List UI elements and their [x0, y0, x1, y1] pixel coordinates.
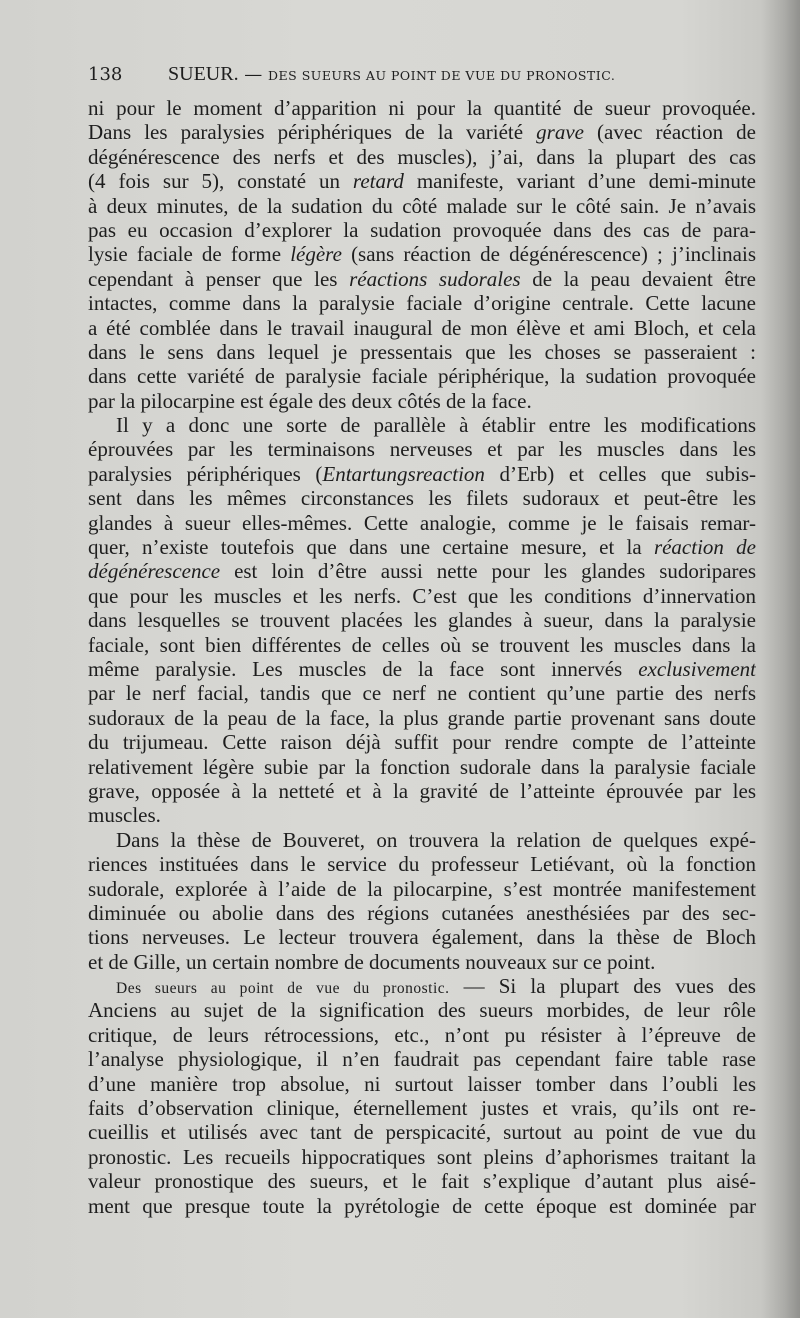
running-header: [88, 62, 760, 88]
text-line: [88, 730, 756, 754]
text-line: [88, 974, 756, 998]
text-line: [88, 1194, 756, 1218]
text-line: [88, 755, 756, 779]
text-line: [88, 511, 756, 535]
text-line: [88, 145, 756, 169]
italic-text: Entartungsreaction: [322, 461, 485, 486]
text-segment: manifeste, variant d’une demi-minute: [403, 169, 756, 194]
text-segment: d’une manière trop absolue, ni surtout laisser tomber dans l’oubli les: [88, 1071, 756, 1096]
text-line: [88, 559, 756, 583]
text-line: [88, 828, 756, 852]
text-segment: que pour les muscles et les nerfs. C’est que les conditions d’innervation: [88, 583, 756, 608]
text-segment: tions nerveuses. Le lecteur trouvera également, dans la thèse de Bloch: [88, 925, 756, 950]
text-segment: est loin d’être aussi nette pour les glandes sudoripares: [220, 559, 756, 584]
text-line: [88, 1096, 756, 1120]
text-segment: (sans réaction de dégénérescence) ; j’inclinais: [341, 242, 756, 267]
text-segment: grave, opposée à la netteté et à la gravité de l’atteinte éprouvée par les: [88, 778, 756, 803]
text-line: [88, 267, 756, 291]
page-gutter-shadow: [762, 0, 800, 1318]
page-number: 138: [88, 64, 123, 85]
text-segment: cueillis et utilisés avec tant de perspicacité, surtout au point de vue du: [88, 1120, 756, 1145]
text-line: [88, 1072, 756, 1096]
section-title: DES SUEURS AU POINT DE VUE DU PRONOSTIC.: [268, 68, 616, 83]
text-segment: Dans les paralysies périphériques de la variété: [88, 120, 537, 145]
text-line: [88, 852, 756, 876]
header-dash: —: [238, 64, 269, 85]
text-segment: ni pour le moment d’apparition ni pour la quantité de sueur provoquée.: [88, 96, 756, 120]
text-line: [88, 340, 756, 364]
text-segment: Dans la thèse de Bouveret, on trouvera la relation de quelques expé-: [116, 827, 756, 852]
text-line: [88, 218, 756, 242]
text-line: [88, 779, 756, 803]
text-line: [88, 389, 756, 413]
text-segment: diminuée ou abolie dans des régions cutanées anesthésiées par des sec-: [88, 900, 756, 925]
text-line: [88, 316, 756, 340]
text-segment: lysie faciale de forme: [88, 242, 291, 267]
text-segment: sent dans les mêmes circonstances les filets sudoraux et peut-être les: [88, 486, 756, 511]
text-line: [88, 1145, 756, 1169]
text-segment: critique, de leurs rétrocessions, etc., n’ont pu résister à l’épreuve de: [88, 1022, 756, 1047]
text-segment: du trijumeau. Cette raison déjà suffit pour rendre compte de l’atteinte: [88, 730, 756, 755]
italic-text: retard: [352, 169, 404, 194]
italic-text: réaction de: [653, 535, 756, 560]
text-segment: paralysies périphériques (: [88, 461, 323, 486]
text-segment: valeur pronostique des sueurs, et le fait s’explique d’autant plus aisé-: [88, 1169, 756, 1194]
text-segment: dans cette variété de paralysie faciale périphérique, la sudation provoquée: [88, 364, 756, 389]
italic-text: réactions sudorales: [349, 266, 521, 291]
text-line: [88, 608, 756, 632]
text-segment: l’analyse physiologique, il n’en faudrait pas cependant faire table rase: [88, 1047, 756, 1072]
text-line: [88, 925, 756, 949]
text-segment: faciale, sont bien différentes de celles où se trouvent les muscles dans la: [88, 632, 756, 657]
italic-text: légère: [290, 242, 342, 267]
text-segment: pronostic. Les recueils hippocratiques sont pleins d’aphorismes traitant la: [88, 1144, 756, 1169]
text-line: [88, 364, 756, 388]
text-line: [88, 584, 756, 608]
text-segment: dans lesquelles se trouvent placées les glandes à sueur, dans la paralysie: [88, 608, 756, 633]
text-line: [88, 803, 756, 827]
text-segment: d’Erb) et celles que subis-: [484, 461, 756, 486]
text-line: [88, 877, 756, 901]
text-segment: ment que presque toute la pyrétologie de cette époque est dominée par: [88, 1193, 756, 1218]
text-segment: glandes à sueur elles-mêmes. Cette analogie, comme je le faisais remar-: [88, 510, 756, 535]
text-segment: par le nerf facial, tandis que ce nerf ne contient qu’une partie des nerfs: [88, 681, 756, 706]
running-title: SUEUR.: [168, 63, 239, 85]
text-line: [88, 291, 756, 315]
text-segment: cependant à penser que les: [88, 266, 350, 291]
text-line: [88, 194, 756, 218]
text-line: [88, 633, 756, 657]
text-segment: Anciens au sujet de la signification des sueurs morbides, de leur rôle: [88, 998, 756, 1023]
text-segment: quer, n’existe toutefois que dans une certaine mesure, et la: [88, 535, 654, 560]
text-segment: sudoraux de la peau de la face, la plus grande partie provenant sans doute: [88, 705, 756, 730]
small-caps-heading: Des sueurs au point de vue du pronostic.: [116, 980, 450, 998]
text-segment: faits d’observation clinique, éternellement justes et vrais, qu’ils ont re-: [88, 1096, 756, 1121]
text-segment: (avec réaction de: [583, 120, 756, 145]
text-segment: dans le sens dans lequel je pressentais que les choses se passeraient :: [88, 339, 756, 364]
text-segment: muscles.: [88, 803, 161, 828]
text-line: [88, 462, 756, 486]
text-segment: sudorale, explorée à l’aide de la pilocarpine, s’est montrée manifestement: [88, 876, 756, 901]
text-line: [88, 706, 756, 730]
italic-text: dégénérescence: [88, 559, 221, 584]
text-segment: même paralysie. Les muscles de la face sont innervés: [88, 656, 639, 681]
text-line: [88, 950, 756, 974]
text-line: [88, 1023, 756, 1047]
text-line: [88, 535, 756, 559]
text-line: [88, 437, 756, 461]
text-line: [88, 901, 756, 925]
text-segment: a été comblée dans le travail inaugural de mon élève et ami Bloch, et cela: [88, 315, 756, 340]
text-segment: (4 fois sur 5), constaté un: [88, 169, 353, 194]
text-line: [88, 1169, 756, 1193]
text-segment: intactes, comme dans la paralysie faciale d’origine centrale. Cette lacune: [88, 291, 756, 316]
text-line: [88, 96, 756, 120]
text-segment: — Si la plupart des vues des: [449, 974, 756, 999]
text-segment: par la pilocarpine est égale des deux côtés de la face.: [88, 388, 532, 413]
text-line: [88, 486, 756, 510]
text-line: [88, 120, 756, 144]
text-segment: à deux minutes, de la sudation du côté malade sur le côté sain. Je n’avais: [88, 193, 756, 218]
body-text: [88, 96, 756, 1218]
text-segment: pas eu occasion d’explorer la sudation provoquée dans des cas de para-: [88, 217, 756, 242]
text-line: [88, 681, 756, 705]
italic-text: exclusivement: [638, 656, 756, 681]
text-line: [88, 169, 756, 193]
text-segment: riences instituées dans le service du professeur Letiévant, où la fonction: [88, 852, 756, 877]
text-line: [88, 998, 756, 1022]
text-line: [88, 242, 756, 266]
text-line: [88, 657, 756, 681]
text-segment: et de Gille, un certain nombre de documents nouveaux sur ce point.: [88, 949, 656, 974]
text-segment: dégénérescence des nerfs et des muscles), j’ai, dans la plupart des cas: [88, 144, 756, 169]
text-line: [88, 1120, 756, 1144]
text-segment: relativement légère subie par la fonction sudorale dans la paralysie faciale: [88, 754, 756, 779]
text-segment: éprouvées par les terminaisons nerveuses et par les muscles dans les: [88, 437, 756, 462]
text-line: [88, 1047, 756, 1071]
text-segment: de la peau devaient être: [520, 266, 756, 291]
italic-text: grave: [536, 120, 584, 145]
text-segment: Il y a donc une sorte de parallèle à établir entre les modifications: [116, 413, 756, 438]
text-line: [88, 413, 756, 437]
